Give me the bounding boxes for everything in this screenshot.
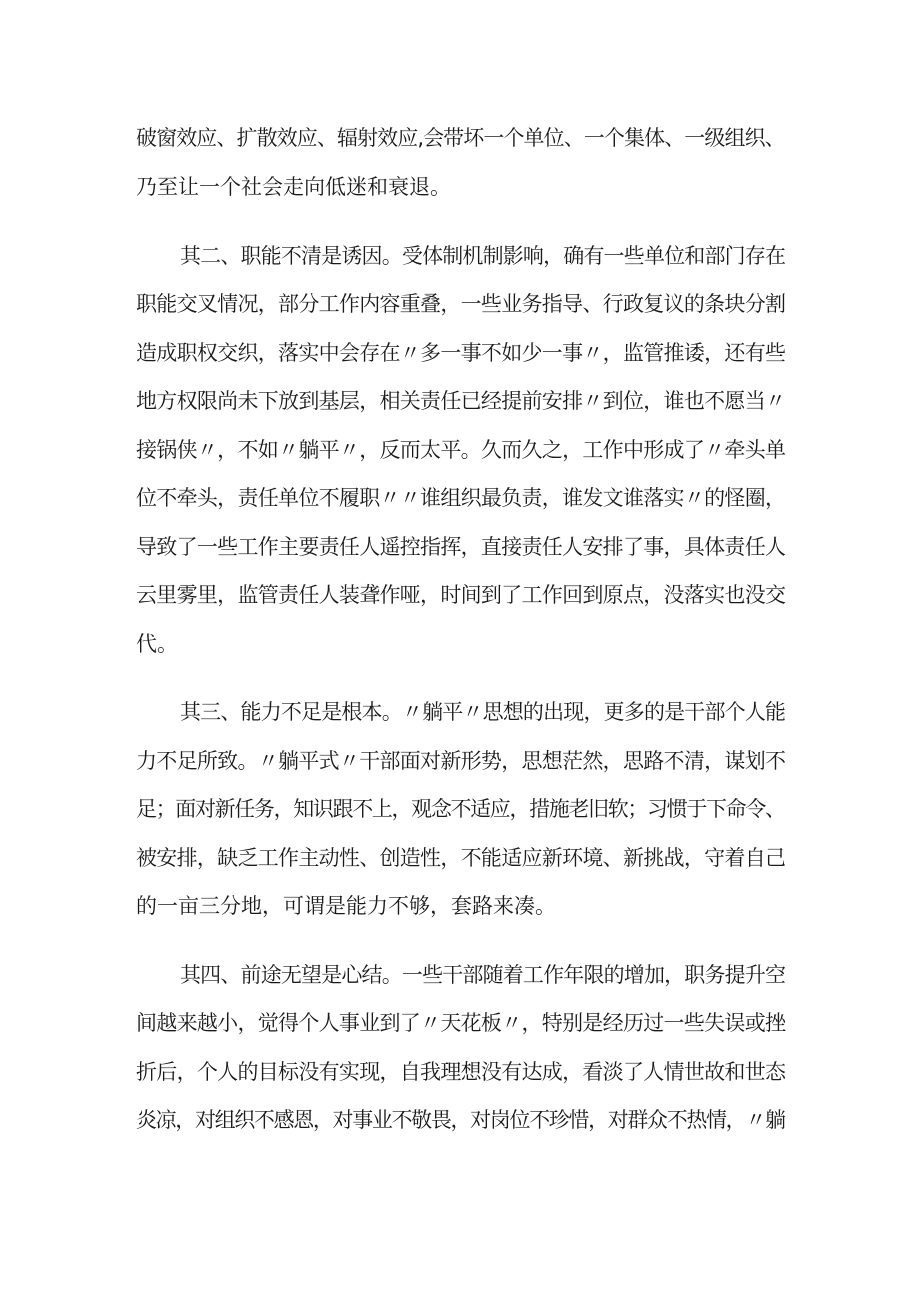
paragraph-line: 破窗效应、扩散效应、辐射效应,会带坏一个单位、一个集体、一级组织、 xyxy=(136,126,785,150)
paragraph-line: 力不足所致。〃躺平式〃干部面对新形势，思想茫然，思路不清，谋划不 xyxy=(136,749,786,773)
paragraph-line: 炎凉，对组织不感恩，对事业不敬畏，对岗位不珍惜，对群众不热情，〃躺 xyxy=(136,1108,785,1132)
paragraph-line: 其四、前途无望是心结。一些干部随着工作年限的增加，职务提升空 xyxy=(180,963,786,987)
paragraph-line: 足；面对新任务，知识跟不上，观念不适应，措施老旧软；习惯于下命令、 xyxy=(136,797,785,821)
paragraph-line: 造成职权交织，落实中会存在〃多一事不如少一事〃，监管推诿，还有些 xyxy=(136,341,786,365)
paragraph-line: 地方权限尚未下放到基层，相关责任已经提前安排〃到位，谁也不愿当〃 xyxy=(136,389,786,413)
paragraph-line: 代。 xyxy=(136,632,178,656)
paragraph-line: 职能交叉情况，部分工作内容重叠，一些业务指导、行政复议的条块分割 xyxy=(136,292,786,316)
paragraph-line: 被安排，缺乏工作主动性、创造性，不能适应新环境、新挑战，守着自己 xyxy=(136,846,786,870)
paragraph-line: 折后，个人的目标没有实现，自我理想没有达成，看淡了人情世故和世态 xyxy=(136,1060,786,1084)
paragraph-line: 位不牵头，责任单位不履职〃〃谁组织最负责，谁发文谁落实〃的怪圈， xyxy=(136,486,786,510)
paragraph-line: 乃至让一个社会走向低迷和衰退。 xyxy=(136,175,451,199)
paragraph-line: 接锅侠〃，不如〃躺平〃，反而太平。久而久之，工作中形成了〃牵头单 xyxy=(136,438,786,462)
paragraph-line: 其三、能力不足是根本。〃躺平〃思想的出现，更多的是干部个人能 xyxy=(180,700,786,724)
paragraph-line: 其二、职能不清是诱因。受体制机制影响，确有一些单位和部门存在 xyxy=(180,244,786,268)
paragraph-line: 导致了一些工作主要责任人遥控指挥，直接责任人安排了事，具体责任人 xyxy=(136,535,786,559)
paragraph-line: 的一亩三分地，可谓是能力不够，套路来凑。 xyxy=(136,894,556,918)
paragraph-line: 间越来越小，觉得个人事业到了〃天花板〃，特别是经历过一些失误或挫 xyxy=(136,1011,786,1035)
paragraph-line: 云里雾里，监管责任人装聋作哑，时间到了工作回到原点，没落实也没交 xyxy=(136,583,786,607)
